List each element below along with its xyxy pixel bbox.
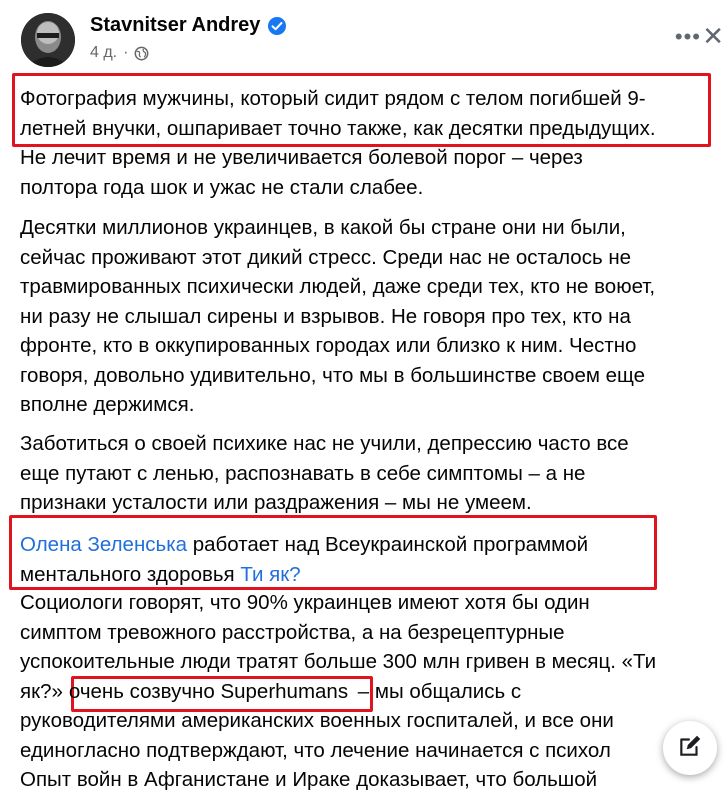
text-line: говоря, довольно удивительно, что мы в большинстве своем еще (20, 363, 646, 387)
post-time[interactable]: 4 д. (90, 44, 118, 61)
text-line: Не лечит время и не увеличивается болевой порог – через (20, 146, 583, 169)
paragraph-4 (20, 530, 722, 589)
separator-dot: · (123, 44, 129, 61)
text-line: ни разу не слышал сирены и взрывов. Не говоря про тех, кто на (20, 304, 631, 328)
close-icon[interactable]: ✕ (702, 21, 724, 51)
avatar[interactable] (21, 13, 75, 67)
text-line: фронте, кто в оккупированных городах или близко к ним. Честно (20, 334, 637, 357)
text-fragment: як?» (20, 679, 63, 703)
text-line: признаки усталости или раздражения – мы не умеем. (20, 491, 532, 514)
text-line: руководителями американских военных госпиталей, и все они (20, 709, 614, 732)
text-line: сейчас проживают этот дикий стресс. Среди нас не осталось не (20, 245, 632, 269)
text-line: полтора года шок и ужас не стали слабее. (20, 175, 424, 199)
text-line: успокоительные люди тратят больше 300 млн гривен в месяц. «Ти (20, 650, 657, 673)
text-line (20, 560, 722, 590)
edit-button[interactable] (663, 721, 717, 775)
text-fragment: – мы общались с (352, 679, 522, 703)
more-options-icon[interactable]: ••• (674, 24, 701, 49)
text-line: Опыт войн в Афганистане и Ираке доказывает, что большой (20, 768, 598, 791)
ty-yak-link[interactable]: Ти як? (240, 562, 301, 586)
superhumans-phrase: очень созвучно Superhumans (68, 679, 349, 703)
text-line: Фотография мужчины, который сидит рядом с телом погибшей 9- (20, 87, 646, 110)
olena-zelenska-link[interactable]: Олена Зеленська (20, 533, 188, 556)
text-line: еще путают с ленью, распознавать в себе симптомы – а не (20, 461, 586, 485)
text-line: Заботиться о своей психике нас не учили, депрессию часто все (20, 432, 629, 455)
edit-icon (677, 733, 703, 764)
paragraph-3 (20, 429, 722, 518)
text-line: единогласно подтверждают, что лечение начинается с психол (20, 738, 611, 762)
post-meta (90, 44, 149, 62)
verified-badge-icon (267, 16, 287, 36)
text-fragment: работает над Всеукраинской программой (187, 533, 589, 556)
paragraph-2 (20, 213, 722, 420)
text-fragment: ментального здоровья (20, 562, 241, 586)
paragraph-5 (20, 588, 722, 795)
text-line: летней внучки, ошпаривает точно также, как десятки предыдущих. (20, 116, 656, 140)
post-body (20, 84, 722, 202)
text-line (20, 530, 722, 560)
globe-icon (134, 46, 149, 61)
author-name[interactable]: Stavnitser Andrey (90, 14, 261, 36)
text-line: Социологи говорят, что 90% украинцев имеют хотя бы один (20, 591, 590, 614)
text-line: симптом тревожного расстройства, а на безрецептурные (20, 620, 565, 644)
text-line: вполне держимся. (20, 393, 195, 416)
text-line (20, 677, 722, 707)
text-line: травмированных психически людей, даже среди тех, кто не воюет, (20, 275, 656, 298)
text-line: Десятки миллионов украинцев, в какой бы стране они ни были, (20, 216, 626, 239)
author-name-link[interactable] (90, 14, 287, 37)
